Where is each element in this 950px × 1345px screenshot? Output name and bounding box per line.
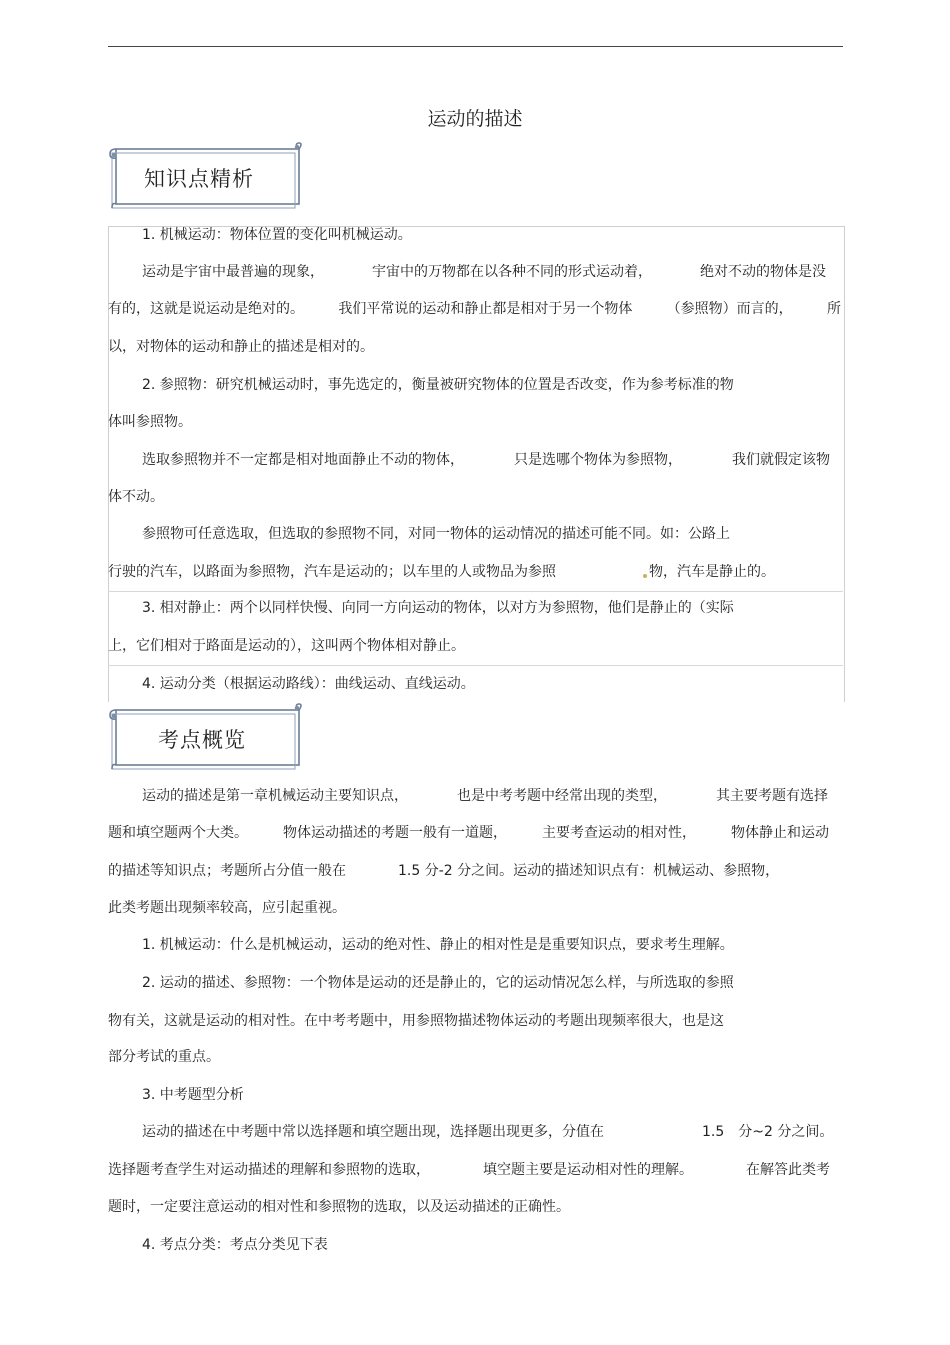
text-line: 选择题考查学生对运动描述的理解和参照物的选取， 填空题主要是运动相对性的理解。 在解答此类考 [108,1162,830,1178]
text-line: 1.5 分~2 分之间。 [702,1124,834,1140]
text-line: 3. 中考题型分析 [142,1087,244,1103]
banner-label: 知识点精析 [144,167,254,191]
text-line: 2. 参照物：研究机械运动时，事先选定的，衡量被研究物体的位置是否改变，作为参考标准的物 [142,377,734,393]
text-line: 此类考题出现频率较高，应引起重视。 [108,900,346,916]
text-line: 题和填空题两个大类。 物体运动描述的考题一般有一道题， 主要考查运动的相对性， 物体静止和运动 [108,825,829,841]
text-line: 3. 相对静止：两个以同样快慢、向同一方向运动的物体，以对方为参照物，他们是静止的（实际 [142,600,734,616]
text-line: 1. 机械运动：物体位置的变化叫机械运动。 [142,227,412,243]
text-line: 体不动。 [108,489,164,505]
text-line: 物有关，这就是运动的相对性。在中考考题中，用参照物描述物体运动的考题出现频率很大，也是这 [108,1013,724,1029]
text-line: 选取参照物并不一定都是相对地面静止不动的物体， 只是选哪个物体为参照物， 我们就假定该物 [142,452,830,468]
row-divider [108,665,843,666]
text-line: 物，汽车是静止的。 [643,562,775,582]
text-line: 运动是宇宙中最普遍的现象， 宇宙中的万物都在以各种不同的形式运动着， 绝对不动的物体是没 [142,264,826,280]
text-line: 运动的描述在中考题中常以选择题和填空题出现，选择题出现更多，分值在 [142,1124,604,1140]
text-line: 以，对物体的运动和静止的描述是相对的。 [108,339,374,355]
text-line: 1.5 分-2 分之间。运动的描述知识点有：机械运动、参照物， [398,863,780,879]
page-title: 运动的描述 [427,108,523,130]
row-divider [108,591,843,592]
text-line: 体叫参照物。 [108,414,192,430]
text-line: 部分考试的重点。 [108,1049,220,1065]
text-line: 参照物可任意选取，但选取的参照物不同，对同一物体的运动情况的描述可能不同。如：公路上 [142,526,730,542]
text-line: 运动的描述是第一章机械运动主要知识点， 也是中考考题中经常出现的类型， 其主要考题有选择 [142,788,828,804]
text-line: 的描述等知识点；考题所占分值一般在 [108,863,346,879]
header-rule [108,46,843,47]
section-banner-knowledge [108,142,304,210]
text-line: 4. 考点分类：考点分类见下表 [142,1237,328,1253]
text-line: 4. 运动分类（根据运动路线）：曲线运动、直线运动。 [142,676,475,692]
mark-dot-icon [643,574,647,578]
text-line: 上，它们相对于路面是运动的），这叫两个物体相对静止。 [108,638,465,654]
section-banner-overview [108,703,304,771]
text-line: 行驶的汽车，以路面为参照物，汽车是运动的；以车里的人或物品为参照 [108,564,556,580]
text-line: 1. 机械运动：什么是机械运动，运动的绝对性、静止的相对性是是重要知识点，要求考生理解。 [142,937,734,953]
banner-label: 考点概览 [158,728,246,752]
text-line: 有的，这就是说运动是绝对的。 我们平常说的运动和静止都是相对于另一个物体 （参照物）而言的， 所 [108,301,841,317]
text-line: 2. 运动的描述、参照物：一个物体是运动的还是静止的，它的运动情况怎么样，与所选取的参照 [142,975,734,991]
text-line: 题时，一定要注意运动的相对性和参照物的选取，以及运动描述的正确性。 [108,1199,570,1215]
